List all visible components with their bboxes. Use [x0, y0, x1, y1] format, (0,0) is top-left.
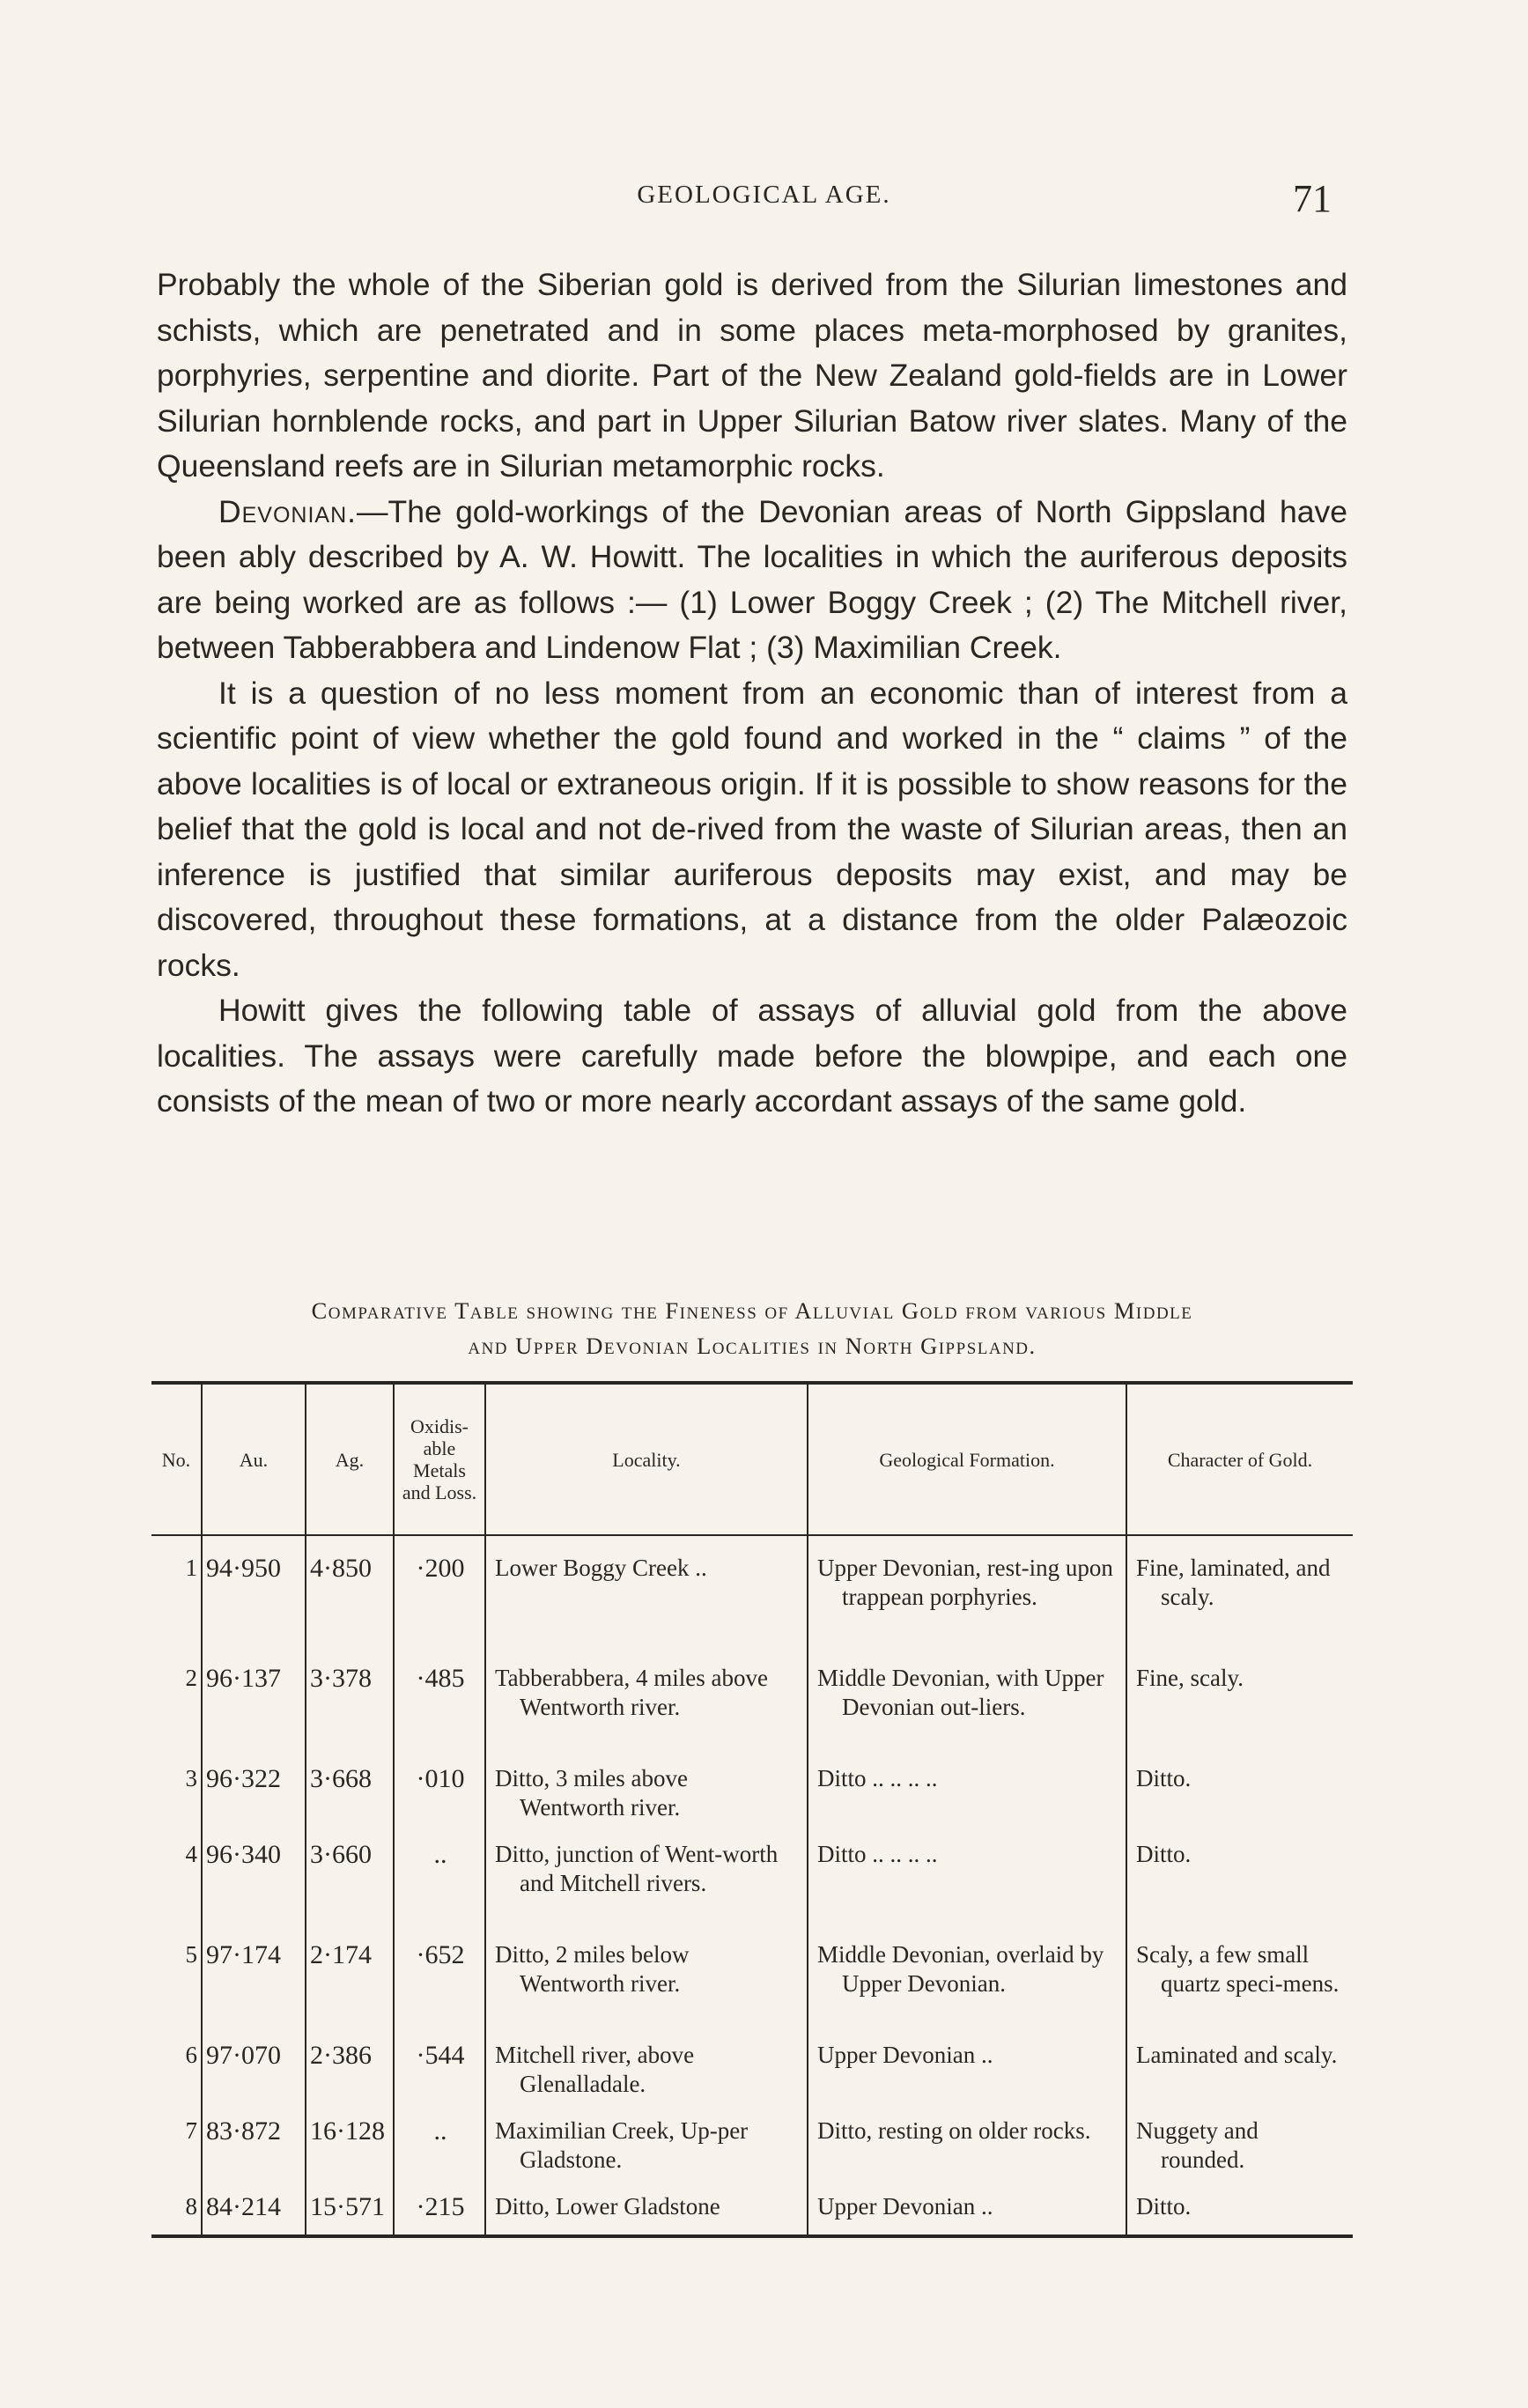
- cell-formation: [808, 1923, 1126, 2023]
- header-au: Au.: [202, 1383, 306, 1535]
- cell-oxidisable: ·215: [394, 2175, 485, 2236]
- cell-oxidisable: ..: [394, 1822, 485, 1923]
- cell-locality: [485, 1822, 808, 1923]
- cell-character-text: Ditto.: [1136, 2193, 1192, 2220]
- cell-no: 6: [185, 2042, 197, 2068]
- cell-character: [1126, 2099, 1353, 2175]
- cell-formation: [808, 2099, 1126, 2175]
- cell-character-text: Fine, laminated, and scaly.: [1136, 1555, 1331, 1610]
- cell-formation-text: Upper Devonian ..: [817, 2042, 993, 2068]
- header-locality: Locality.: [485, 1383, 808, 1535]
- body-text: [157, 262, 1347, 1125]
- table-row: [151, 2023, 1353, 2099]
- header-oxidisable: Oxidis-able Metals and Loss.: [394, 1383, 485, 1535]
- cell-formation: [808, 1535, 1126, 1646]
- cell-character: [1126, 1822, 1353, 1923]
- cell-formation: [808, 2023, 1126, 2099]
- cell-locality-text: Maximilian Creek, Up-per Gladstone.: [495, 2117, 749, 2173]
- cell-character: [1126, 2175, 1353, 2236]
- cell-formation: [808, 1822, 1126, 1923]
- cell-ag: 2·174: [306, 1923, 394, 2023]
- table-row: [151, 1646, 1353, 1747]
- cell-locality: [485, 2099, 808, 2175]
- cell-locality-text: Ditto, 2 miles below Wentworth river.: [495, 1941, 690, 1997]
- table-row: [151, 1535, 1353, 1646]
- cell-locality-text: Ditto, Lower Gladstone: [495, 2193, 720, 2220]
- cell-locality: [485, 2175, 808, 2236]
- paragraph-howitt: Howitt gives the following table of assays of alluvial gold from the above localities. The assays were carefully made before the blowpipe, and each one consists of the mean of two or more nearly accordant assays of the same gold.: [157, 993, 1347, 1119]
- cell-au: 97·070: [202, 2023, 306, 2099]
- cell-locality: [485, 1923, 808, 2023]
- cell-character-text: Laminated and scaly.: [1136, 2042, 1338, 2068]
- cell-oxidisable: ·485: [394, 1646, 485, 1747]
- header-character: Character of Gold.: [1126, 1383, 1353, 1535]
- cell-ag: 4·850: [306, 1535, 394, 1646]
- table-caption-line1: Comparative Table showing the Fineness of Alluvial Gold from various Middle: [311, 1297, 1193, 1324]
- cell-au: 96·322: [202, 1747, 306, 1822]
- cell-locality: [485, 1747, 808, 1822]
- cell-locality-text: Ditto, junction of Went-worth and Mitchell rivers.: [495, 1841, 779, 1896]
- section-heading-devonian: Devonian.: [218, 493, 358, 529]
- cell-oxidisable: ·010: [394, 1747, 485, 1822]
- header-no: No.: [151, 1383, 202, 1535]
- assay-table-container: [151, 1381, 1353, 2238]
- cell-no: 5: [185, 1941, 197, 1968]
- cell-formation: [808, 1646, 1126, 1747]
- cell-formation-text: Middle Devonian, overlaid by Upper Devonian.: [817, 1941, 1104, 1997]
- cell-oxidisable: ·652: [394, 1923, 485, 2023]
- cell-oxidisable: ·200: [394, 1535, 485, 1646]
- cell-formation-text: Ditto, resting on older rocks.: [817, 2117, 1091, 2144]
- cell-au: 97·174: [202, 1923, 306, 2023]
- cell-locality: [485, 1646, 808, 1747]
- cell-formation: [808, 1747, 1126, 1822]
- cell-character-text: Fine, scaly.: [1136, 1665, 1244, 1691]
- cell-oxidisable: ..: [394, 2099, 485, 2175]
- cell-locality-text: Ditto, 3 miles above Wentworth river.: [495, 1765, 688, 1821]
- cell-formation-text: Upper Devonian ..: [817, 2193, 993, 2220]
- table-header-row: [151, 1383, 1353, 1535]
- cell-character: [1126, 1535, 1353, 1646]
- cell-no: 4: [185, 1841, 197, 1867]
- cell-locality-text: Tabberabbera, 4 miles above Wentworth river.: [495, 1665, 768, 1720]
- cell-oxidisable: ·544: [394, 2023, 485, 2099]
- table-row: [151, 1923, 1353, 2023]
- cell-character-text: Scaly, a few small quartz speci-mens.: [1136, 1941, 1340, 1997]
- paragraph-siberian: Probably the whole of the Siberian gold is derived from the Silurian limestones and schists, which are penetrated and in some places meta-morphosed by granites, porphyries, serpentine and diorite. Part of the New Zealand gold-fields are in Lower Silurian hornblende rocks, and part in Upper Silurian Batow river slates. Many of the Queensland reefs are in Silurian metamorphic rocks.: [157, 267, 1347, 484]
- cell-formation-text: Middle Devonian, with Upper Devonian out-liers.: [817, 1665, 1104, 1720]
- cell-ag: 2·386: [306, 2023, 394, 2099]
- paragraph-devonian: [157, 490, 1347, 671]
- table-row: [151, 2099, 1353, 2175]
- cell-formation: [808, 2175, 1126, 2236]
- cell-formation-text: Upper Devonian, rest-ing upon trappean porphyries.: [817, 1555, 1113, 1610]
- cell-locality: [485, 1535, 808, 1646]
- table-row: [151, 1747, 1353, 1822]
- running-title: GEOLOGICAL AGE.: [637, 181, 891, 209]
- cell-no: 3: [185, 1765, 197, 1791]
- cell-formation-text: Ditto .. .. .. ..: [817, 1765, 938, 1791]
- cell-no: 8: [151, 2175, 202, 2236]
- cell-locality-text: Mitchell river, above Glenalladale.: [495, 2042, 695, 2097]
- cell-character: [1126, 1923, 1353, 2023]
- cell-au: 96·340: [202, 1822, 306, 1923]
- cell-au: 83·872: [202, 2099, 306, 2175]
- cell-au: 96·137: [202, 1646, 306, 1747]
- header-ag: Ag.: [306, 1383, 394, 1535]
- cell-ag: 3·668: [306, 1747, 394, 1822]
- table-row: [151, 2175, 1353, 2236]
- cell-ag: 3·378: [306, 1646, 394, 1747]
- cell-no: 7: [185, 2117, 197, 2144]
- assay-table: [151, 1381, 1353, 2238]
- cell-au: 94·950: [202, 1535, 306, 1646]
- table-caption: [157, 1293, 1347, 1363]
- paragraph-question: It is a question of no less moment from an economic than of interest from a scientific point of view whether the gold found and worked in the “ claims ” of the above localities is of local or extraneous origin. If it is possible to show reasons for the belief that the gold is local and not de-rived from the waste of Silurian areas, then an inference is justified that similar auriferous deposits may exist, and may be discovered, throughout these formations, at a distance from the older Palæozoic rocks.: [157, 675, 1347, 983]
- cell-locality: [485, 2023, 808, 2099]
- cell-character-text: Ditto.: [1136, 1841, 1192, 1867]
- header-formation: Geological Formation.: [808, 1383, 1126, 1535]
- cell-character: [1126, 1646, 1353, 1747]
- cell-locality-text: Lower Boggy Creek ..: [495, 1555, 707, 1581]
- cell-no: 2: [185, 1665, 197, 1691]
- paragraph-devonian-text: —The gold-workings of the Devonian areas of North Gippsland have been ably described by A. W. Howitt. The localities in which the auriferous deposits are being worked are as follows :— (1) Lower Boggy Creek ; (2) The Mitchell river, between Tabberabbera and Lindenow Flat ; (3) Maximilian Creek.: [157, 493, 1347, 665]
- cell-ag: 15·571: [306, 2175, 394, 2236]
- cell-au: 84·214: [202, 2175, 306, 2236]
- cell-character-text: Nuggety and rounded.: [1136, 2117, 1259, 2173]
- cell-character: [1126, 2023, 1353, 2099]
- page-number: 71: [1293, 177, 1332, 220]
- cell-ag: 16·128: [306, 2099, 394, 2175]
- table-caption-line2: and Upper Devonian Localities in North Gippsland.: [468, 1333, 1037, 1359]
- cell-character: [1126, 1747, 1353, 1822]
- cell-formation-text: Ditto .. .. .. ..: [817, 1841, 938, 1867]
- cell-ag: 3·660: [306, 1822, 394, 1923]
- cell-no: 1: [185, 1555, 197, 1581]
- cell-character-text: Ditto.: [1136, 1765, 1192, 1791]
- table-row: [151, 1822, 1353, 1923]
